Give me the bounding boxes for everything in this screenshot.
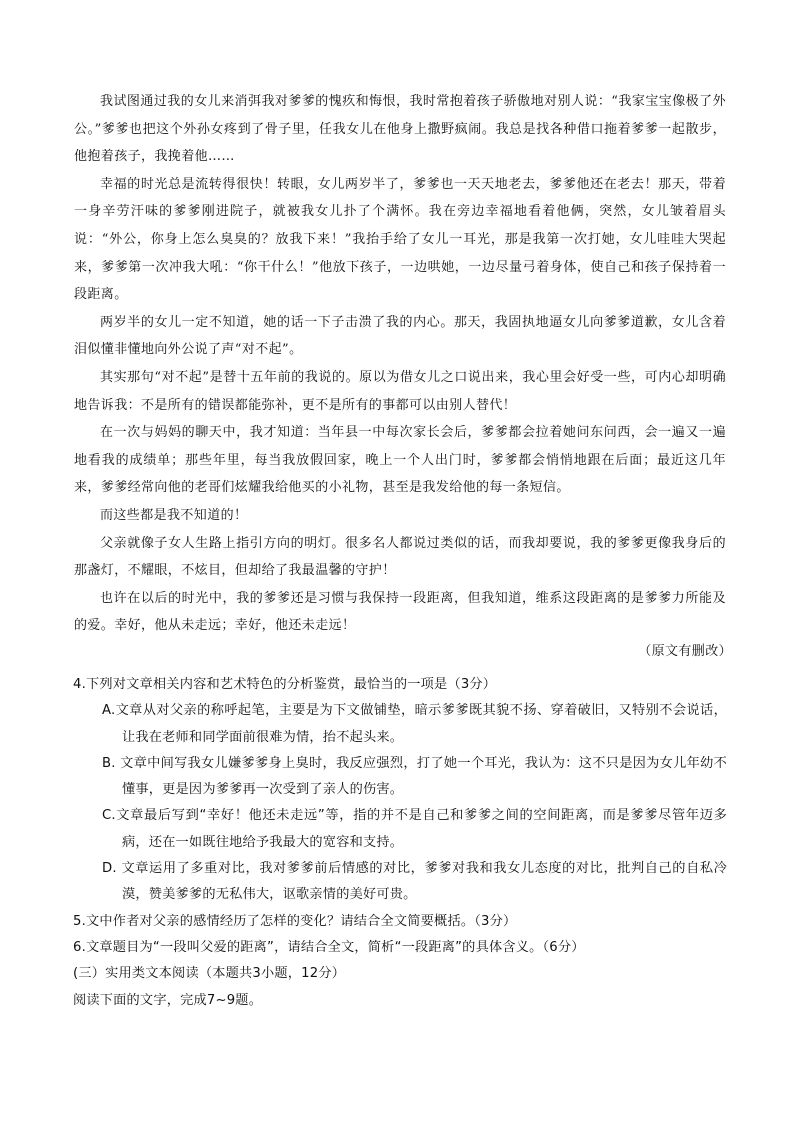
passage-paragraph: 其实那句“对不起”是替十五年前的我说的。原以为借女儿之口说出来，我心里会好受一些，可内心却明确地告诉我：不是所有的错误都能弥补，更不是所有的事都可以由别人替代！: [74, 369, 726, 413]
passage-paragraph: 也许在以后的时光中，我的爹爹还是习惯与我保持一段距离，但我知道，维系这段距离的是爹爹力所能及的爱。幸好，他从未走远；幸好，他还未走远！: [74, 590, 726, 634]
question-4-option-b: B. 文章中间写我女儿嫌爹爹身上臭时，我反应强烈，打了她一个耳光，我认为：这不只是因为女儿年幼不懂事，更是因为爹爹再一次受到了亲人的伤害。: [102, 755, 727, 798]
passage-paragraph: 幸福的时光总是流转得很快！转眼，女儿两岁半了，爹爹也一天天地老去，爹爹他还在老去！那天，带着一身辛劳汗味的爹爹刚进院子，就被我女儿扑了个满怀。我在旁边幸福地看着他俩，突然，女儿皱着眉头说：“外公，你身上怎么臭臭的？放我下来！”我抬手给了女儿一耳光，那是我第一次打她，女儿哇哇大哭起来，爹爹第一次冲我大吼：“你干什么！”他放下孩子，一边哄她，一边尽量弓着身体，使自己和孩子保持着一段距离。: [74, 176, 726, 303]
question-5: 5.文中作者对父亲的感情经历了怎样的变化？请结合全文简要概括。（3分）: [73, 913, 517, 929]
passage-paragraph: 两岁半的女儿一定不知道，她的话一下子击溃了我的内心。那天，我固执地逼女儿向爹爹道歉，女儿含着泪似懂非懂地向外公说了声“对不起”。: [74, 314, 726, 358]
reading-passage: [74, 88, 726, 640]
question-section: [73, 672, 733, 1014]
question-4-stem: 4.下列对文章相关内容和艺术特色的分析鉴赏，最恰当的一项是（3分）: [73, 677, 497, 692]
reading-instruction: 阅读下面的文字，完成7~9题。: [73, 992, 263, 1008]
passage-paragraph: 我试图通过我的女儿来消弭我对爹爹的愧疚和悔恨，我时常抱着孩子骄傲地对别人说：“我家宝宝像极了外公。”爹爹也把这个外孙女疼到了骨子里，任我女儿在他身上撒野疯闹。我总是找各种借口拖着爹爹一起散步，他抱着孩子，我挽着他……: [74, 94, 726, 165]
passage-paragraph: 父亲就像子女人生路上指引方向的明灯。很多名人都说过类似的话，而我却要说，我的爹爹更像我身后的那盏灯，不耀眼，不炫目，但却给了我最温馨的守护！: [74, 535, 726, 579]
source-note: （原文有删改）: [638, 644, 732, 659]
question-4-option-a: A.文章从对父亲的称呼起笔，主要是为下文做铺垫，暗示爹爹既其貌不扬、穿着破旧，又特别不会说话，让我在老师和同学面前很难为情，抬不起头来。: [102, 703, 727, 745]
passage-paragraph: 在一次与妈妈的聊天中，我才知道：当年县一中每次家长会后，爹爹都会拉着她问东问西，会一遍又一遍地看我的成绩单；那些年里，每当我放假回家，晚上一个人出门时，爹爹都会悄悄地跟在后面；最近这几年来，爹爹经常向他的老哥们炫耀我给他买的小礼物，甚至是我发给他的每一条短信。: [74, 425, 726, 496]
question-4-option-d: D. 文章运用了多重对比，我对爹爹前后情感的对比，爹爹对我和我女儿态度的对比，批判自己的自私冷漠，赞美爹爹的无私伟大，讴歌亲情的美好可贵。: [102, 861, 727, 903]
section-heading: (三）实用类文本阅读（本题共3小题，12分）: [73, 966, 346, 982]
question-6: 6.文章题目为“一段叫父爱的距离”，请结合全文，简析“一段距离”的具体含义。（6分）: [73, 939, 585, 955]
passage-paragraph: 而这些都是我不知道的！: [100, 507, 248, 523]
question-4-option-c: C.文章最后写到“幸好！他还未走远”等，指的并不是自己和爹爹之间的空间距离，而是爹爹尽管年迈多病，还在一如既往地给予我最大的宽容和支持。: [102, 808, 727, 850]
